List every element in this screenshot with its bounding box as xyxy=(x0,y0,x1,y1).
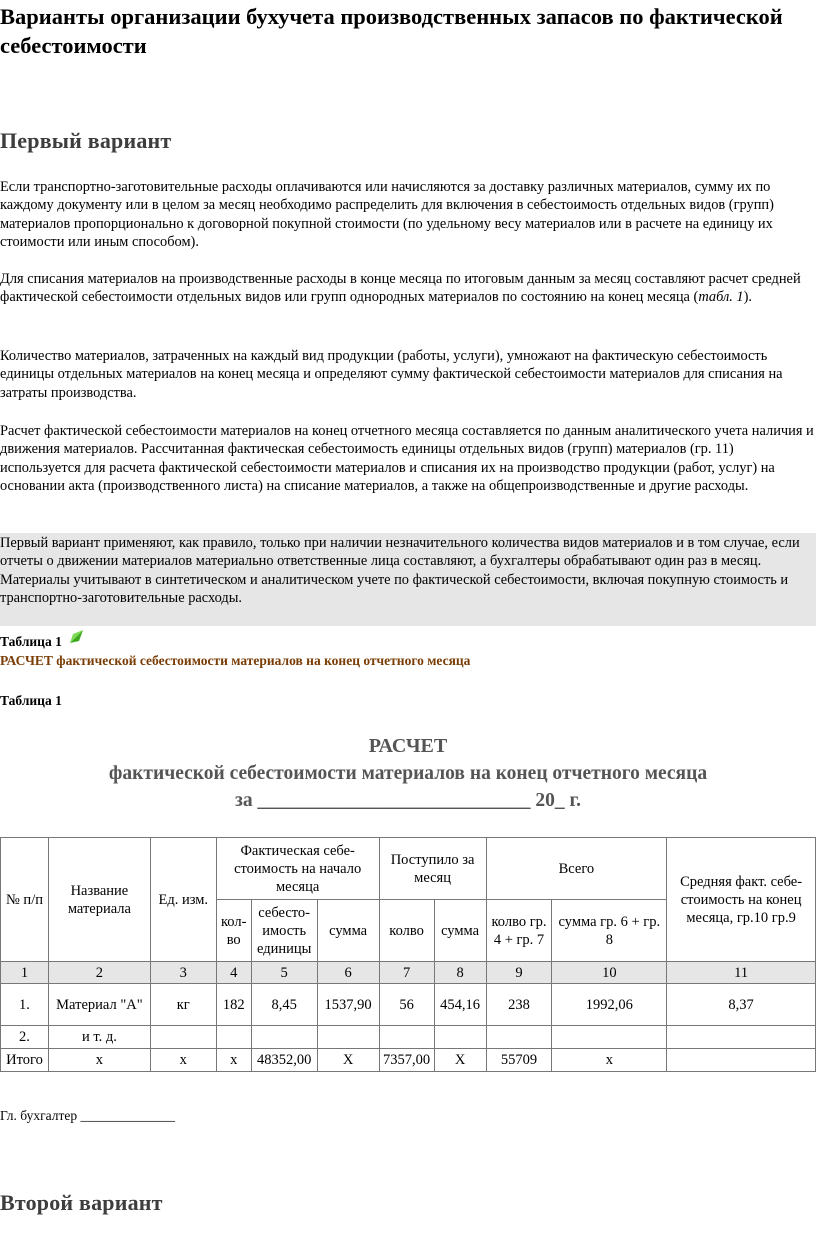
table-cell: х xyxy=(216,1049,251,1072)
column-number: 10 xyxy=(552,962,667,984)
header-sum-begin: сумма xyxy=(317,900,379,962)
table-cell: 56 xyxy=(379,984,434,1026)
paragraph-writeoff-end: ). xyxy=(743,289,753,306)
table-cell: 454,16 xyxy=(434,984,486,1026)
column-number: 5 xyxy=(251,962,317,984)
table-cell xyxy=(379,1026,434,1049)
paragraph-first-variant-usage: Первый вариант применяют, как правило, только при наличии незначительного количества видов материалов и в том случае, если отчеты о движении материалов материально ответственные лица составляют, а бухгалтеры обрабатывают один раз в месяц. Материалы учитывают в синтетическом и аналитическом учете по фактической себестоимости, включая покупную стоимость и транспортно-заготовительные расходы. xyxy=(0,535,800,607)
header-sum-total: сумма гр. 6 + гр. 8 xyxy=(552,900,667,962)
table-cell: кг xyxy=(150,984,216,1026)
table-cell: х xyxy=(150,1049,216,1072)
table-cell: 8,37 xyxy=(667,984,816,1026)
header-sum-received: сумма xyxy=(434,900,486,962)
form-subtitle: фактической себестоимости материалов на конец отчетного месяца xyxy=(108,763,708,784)
header-number: № п/п xyxy=(1,838,49,962)
table-caption-second: Таблица 1 xyxy=(0,693,62,708)
table-total-row xyxy=(1,1049,816,1072)
table-cell: 1. xyxy=(1,984,49,1026)
table-cell: 48352,00 xyxy=(251,1049,317,1072)
column-number: 3 xyxy=(150,962,216,984)
table-cell: Х xyxy=(317,1049,379,1072)
section-heading-second: Второй вариант xyxy=(0,1190,163,1215)
column-number: 8 xyxy=(434,962,486,984)
column-number: 9 xyxy=(486,962,552,984)
paragraph-writeoff xyxy=(0,270,814,307)
header-received: Поступило за месяц xyxy=(379,838,486,900)
header-material-name: Название материала xyxy=(48,838,150,962)
header-total: Всего xyxy=(486,838,667,900)
column-number: 2 xyxy=(48,962,150,984)
table-cell xyxy=(251,1026,317,1049)
table-cell: 8,45 xyxy=(251,984,317,1026)
table-cell: 55709 xyxy=(486,1049,552,1072)
column-number: 6 xyxy=(317,962,379,984)
table-cell xyxy=(317,1026,379,1049)
table-header-row xyxy=(1,838,816,900)
table-row xyxy=(1,1026,816,1049)
table-row xyxy=(1,984,816,1026)
table-cell: 182 xyxy=(216,984,251,1026)
table-cell xyxy=(434,1026,486,1049)
header-quantity-total-line1: колво гр. xyxy=(491,913,547,930)
table-cell xyxy=(667,1049,816,1072)
table-caption: Таблица 1 xyxy=(0,634,62,649)
table-cell: 7357,00 xyxy=(379,1049,434,1072)
header-quantity-received: колво xyxy=(379,900,434,962)
header-unit-cost: себесто-имость единицы xyxy=(251,900,317,962)
header-quantity-total-line2: 4 + гр. 7 xyxy=(493,931,545,948)
column-number: 1 xyxy=(1,962,49,984)
table-cell: х xyxy=(552,1049,667,1072)
table-cell: 1992,06 xyxy=(552,984,667,1026)
form-title: РАСЧЕТ xyxy=(368,735,448,757)
table-cell xyxy=(150,1026,216,1049)
calculation-table xyxy=(0,837,816,1072)
header-average-cost: Средняя факт. себе-стоимость на конец месяца, гр.10 гр.9 xyxy=(667,838,816,962)
table-cell: Итого xyxy=(1,1049,49,1072)
form-period: за ____________________________ 20_ г. xyxy=(235,790,581,811)
table-cell: 238 xyxy=(486,984,552,1026)
arrow-icon[interactable] xyxy=(69,629,84,644)
document-title: Варианты организации бухучета производственных запасов по фактической себестоимости xyxy=(0,4,783,58)
header-unit: Ед. изм. xyxy=(150,838,216,962)
column-number: 11 xyxy=(667,962,816,984)
paragraph-writeoff-text: Для списания материалов на производственные расходы в конце месяца по итоговым данным за месяц составляют расчет средней фактической себестоимости отдельных видов или групп однородных материалов по состоянию на конец месяца ( xyxy=(0,271,801,306)
header-quantity-total xyxy=(486,900,552,962)
table-cell xyxy=(216,1026,251,1049)
table-cell xyxy=(486,1026,552,1049)
table-cell: Материал "А" xyxy=(48,984,150,1026)
table-cell: Х xyxy=(434,1049,486,1072)
table-cell: х xyxy=(48,1049,150,1072)
table-cell: 1537,90 xyxy=(317,984,379,1026)
table-cell xyxy=(667,1026,816,1049)
section-heading-first: Первый вариант xyxy=(0,128,172,153)
header-quantity-begin: кол-во xyxy=(216,900,251,962)
table-cell: и т. д. xyxy=(48,1026,150,1049)
table-reference: табл. 1 xyxy=(698,289,744,306)
header-begin-cost: Фактическая себе-стоимость на начало месяца xyxy=(216,838,379,900)
table-link[interactable]: РАСЧЕТ фактической себестоимости материалов на конец отчетного месяца xyxy=(0,653,471,668)
table-cell xyxy=(552,1026,667,1049)
column-number-row xyxy=(1,962,816,984)
paragraph-transport-costs: Если транспортно-заготовительные расходы оплачиваются или начисляются за доставку различных материалов, сумму их по каждому документу или в целом за месяц необходимо распределить для включения в себестоимость отдельных видов (групп) материалов пропорционально к договорной покупной стоимости (по удельному весу материалов или в расчете на единицу их стоимости или иным способом). xyxy=(0,179,774,251)
column-number: 7 xyxy=(379,962,434,984)
table-cell: 2. xyxy=(1,1026,49,1049)
paragraph-calculation: Расчет фактической себестоимости материалов на конец отчетного месяца составляется по данным аналитического учета наличия и движения материалов. Рассчитанная фактическая себестоимость единицы отдельных видов (групп) материалов (гр. 11) используется для расчета фактической себестоимости материалов и списания их на производство продукции (работ, услуг) на основании акта (производственного листа) на списание материалов, а также на общепроизводственные и другие расходы. xyxy=(0,423,814,495)
column-number: 4 xyxy=(216,962,251,984)
chief-accountant-signature: Гл. бухгалтер ______________ xyxy=(0,1108,176,1123)
paragraph-quantity: Количество материалов, затраченных на каждый вид продукции (работы, услуги), умножают на фактическую себестоимость единицы отдельных материалов на конец месяца и определяют сумму фактической себестоимости материалов для списания на затраты производства. xyxy=(0,348,783,401)
